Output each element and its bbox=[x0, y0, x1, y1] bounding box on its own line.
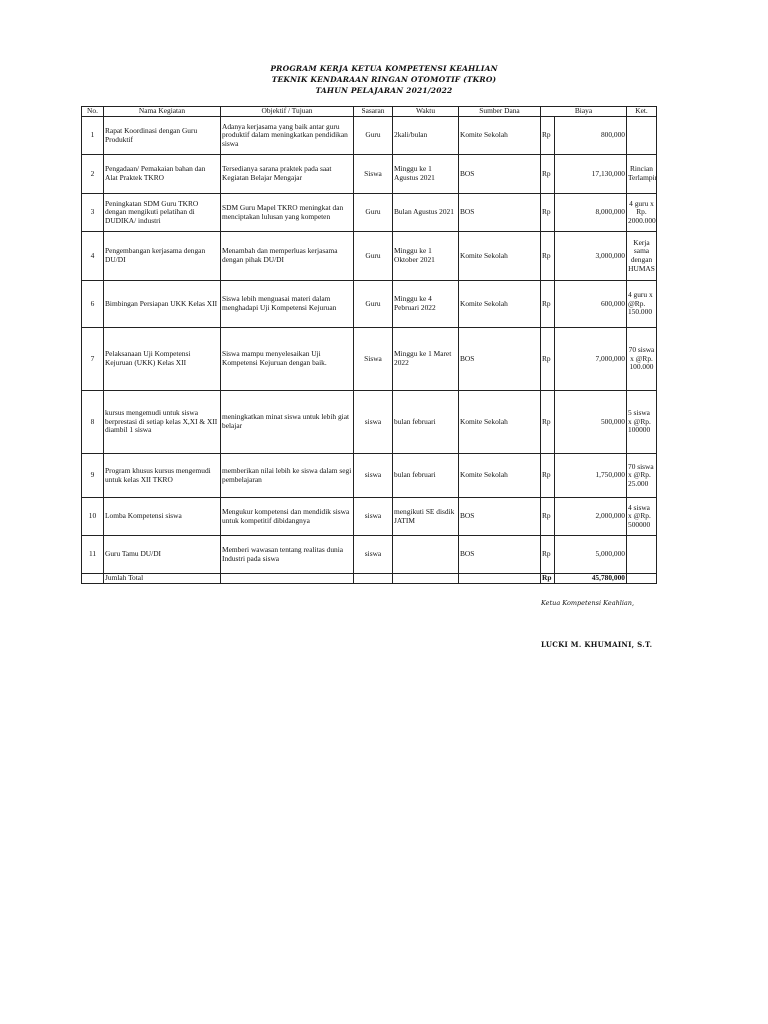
cell-waktu: mengikuti SE disdik JATIM bbox=[393, 498, 459, 536]
cell-ket: Kerja sama dengan HUMAS bbox=[627, 232, 657, 281]
cell-nama: kursus mengemudi untuk siswa berprestasi di setiap kelas X,XI & XII diambil 1 siswa bbox=[104, 391, 221, 454]
cell-rp: Rp bbox=[541, 391, 555, 454]
total-rp: Rp bbox=[541, 574, 555, 584]
cell-ket: 4 guru x Rp. 2000.000 bbox=[627, 194, 657, 232]
cell-tujuan: Adanya kerjasama yang baik antar guru produktif dalam meningkatkan pendidikan siswa bbox=[221, 117, 354, 155]
cell-rp: Rp bbox=[541, 328, 555, 391]
cell-biaya: 17,130,000 bbox=[555, 155, 627, 194]
cell-biaya: 600,000 bbox=[555, 281, 627, 328]
cell-waktu: Minggu ke 1 Agustus 2021 bbox=[393, 155, 459, 194]
cell-waktu: bulan februari bbox=[393, 454, 459, 498]
cell-sasaran: siswa bbox=[354, 454, 393, 498]
cell-waktu: Bulan Agustus 2021 bbox=[393, 194, 459, 232]
cell-sasaran: Guru bbox=[354, 117, 393, 155]
cell-nama: Guru Tamu DU/DI bbox=[104, 536, 221, 574]
table-header-row bbox=[82, 107, 657, 117]
cell-sasaran: Guru bbox=[354, 281, 393, 328]
cell-nama: Pengadaan/ Pemakaian bahan dan Alat Praktek TKRO bbox=[104, 155, 221, 194]
cell-nama: Lomba Kompetensi siswa bbox=[104, 498, 221, 536]
cell-biaya: 500,000 bbox=[555, 391, 627, 454]
cell-waktu bbox=[393, 536, 459, 574]
cell-ket: 4 siswa x @Rp. 500000 bbox=[627, 498, 657, 536]
cell-biaya: 3,000,000 bbox=[555, 232, 627, 281]
title-line-3: TAHUN PELAJARAN 2021/2022 bbox=[315, 86, 453, 95]
cell-nama: Pengembangan kerjasama dengan DU/DI bbox=[104, 232, 221, 281]
table-row bbox=[82, 281, 657, 328]
col-header-ket: Ket. bbox=[627, 107, 657, 117]
cell-sasaran: siswa bbox=[354, 536, 393, 574]
cell-no: 8 bbox=[82, 391, 104, 454]
cell-sasaran: siswa bbox=[354, 498, 393, 536]
cell-no: 2 bbox=[82, 155, 104, 194]
cell-nama: Bimbingan Persiapan UKK Kelas XII bbox=[104, 281, 221, 328]
cell-waktu: bulan februari bbox=[393, 391, 459, 454]
cell-tujuan: Menambah dan memperluas kerjasama dengan pihak DU/DI bbox=[221, 232, 354, 281]
cell-nama: Rapat Koordinasi dengan Guru Produktif bbox=[104, 117, 221, 155]
cell-dana: BOS bbox=[459, 328, 541, 391]
cell-nama: Pelaksanaan Uji Kompetensi Kejuruan (UKK) Kelas XII bbox=[104, 328, 221, 391]
cell-ket: Rincian Terlampir bbox=[627, 155, 657, 194]
cell-no: 11 bbox=[82, 536, 104, 574]
col-header-tujuan: Objektif / Tujuan bbox=[221, 107, 354, 117]
col-header-nama: Nama Kegiatan bbox=[104, 107, 221, 117]
cell-tujuan: memberikan nilai lebih ke siswa dalam segi pembelajaran bbox=[221, 454, 354, 498]
cell-ket: 70 siswa x @Rp. 25.000 bbox=[627, 454, 657, 498]
cell-rp: Rp bbox=[541, 536, 555, 574]
cell-ket: 4 guru x @Rp. 150.000 bbox=[627, 281, 657, 328]
cell-sasaran: siswa bbox=[354, 391, 393, 454]
table-row bbox=[82, 232, 657, 281]
cell-no: 6 bbox=[82, 281, 104, 328]
cell-biaya: 7,000,000 bbox=[555, 328, 627, 391]
cell-biaya: 2,000,000 bbox=[555, 498, 627, 536]
table-row bbox=[82, 391, 657, 454]
program-table bbox=[81, 106, 657, 584]
total-value: 45,780,000 bbox=[555, 574, 627, 584]
total-row bbox=[82, 574, 657, 584]
cell-rp: Rp bbox=[541, 117, 555, 155]
cell-dana: BOS bbox=[459, 498, 541, 536]
cell-no: 4 bbox=[82, 232, 104, 281]
cell-rp: Rp bbox=[541, 454, 555, 498]
table-row bbox=[82, 194, 657, 232]
signature-role: Ketua Kompetensi Keahlian, bbox=[541, 599, 635, 607]
cell-biaya: 5,000,000 bbox=[555, 536, 627, 574]
cell-sasaran: Siswa bbox=[354, 328, 393, 391]
title-line-2: TEKNIK KENDARAAN RINGAN OTOMOTIF (TKRO) bbox=[271, 75, 497, 84]
cell-rp: Rp bbox=[541, 498, 555, 536]
cell-tujuan: Tersedianya sarana praktek pada saat Kegiatan Belajar Mengajar bbox=[221, 155, 354, 194]
cell-biaya: 8,000,000 bbox=[555, 194, 627, 232]
cell-dana: BOS bbox=[459, 155, 541, 194]
table-row bbox=[82, 498, 657, 536]
table-row bbox=[82, 454, 657, 498]
cell-tujuan: Siswa lebih menguasai materi dalam menghadapi Uji Kompetensi Kejuruan bbox=[221, 281, 354, 328]
cell-dana: Komite Sekolah bbox=[459, 391, 541, 454]
document-header bbox=[0, 63, 768, 96]
cell-waktu: Minggu ke 4 Pebruari 2022 bbox=[393, 281, 459, 328]
cell-nama: Program khusus kursus mengemudi untuk kelas XII TKRO bbox=[104, 454, 221, 498]
cell-rp: Rp bbox=[541, 194, 555, 232]
cell-nama: Peningkatan SDM Guru TKRO dengan mengikuti pelatihan di DUDIKA/ industri bbox=[104, 194, 221, 232]
cell-ket bbox=[627, 117, 657, 155]
table-row bbox=[82, 328, 657, 391]
cell-biaya: 800,000 bbox=[555, 117, 627, 155]
cell-ket: 5 siswa x @Rp. 100000 bbox=[627, 391, 657, 454]
table-row bbox=[82, 117, 657, 155]
cell-sasaran: Guru bbox=[354, 194, 393, 232]
table-row bbox=[82, 536, 657, 574]
title-line-1: PROGRAM KERJA KETUA KOMPETENSI KEAHLIAN bbox=[270, 64, 498, 73]
cell-no: 9 bbox=[82, 454, 104, 498]
cell-biaya: 1,750,000 bbox=[555, 454, 627, 498]
col-header-sasaran: Sasaran bbox=[354, 107, 393, 117]
cell-rp: Rp bbox=[541, 232, 555, 281]
cell-waktu: 2kali/bulan bbox=[393, 117, 459, 155]
cell-dana: BOS bbox=[459, 194, 541, 232]
cell-no: 1 bbox=[82, 117, 104, 155]
table-row bbox=[82, 155, 657, 194]
cell-dana: Komite Sekolah bbox=[459, 454, 541, 498]
col-header-no: No. bbox=[82, 107, 104, 117]
cell-dana: Komite Sekolah bbox=[459, 117, 541, 155]
cell-sasaran: Guru bbox=[354, 232, 393, 281]
cell-waktu: Minggu ke 1 Oktober 2021 bbox=[393, 232, 459, 281]
cell-no: 7 bbox=[82, 328, 104, 391]
cell-ket bbox=[627, 536, 657, 574]
signature-name: LUCKI M. KHUMAINI, S.T. bbox=[541, 640, 653, 649]
col-header-waktu: Waktu bbox=[393, 107, 459, 117]
cell-waktu: Minggu ke 1 Maret 2022 bbox=[393, 328, 459, 391]
cell-rp: Rp bbox=[541, 281, 555, 328]
cell-tujuan: Siswa mampu menyelesaikan Uji Kompetensi Kejuruan dengan baik. bbox=[221, 328, 354, 391]
cell-no: 10 bbox=[82, 498, 104, 536]
cell-ket: 70 siswa x @Rp. 100.000 bbox=[627, 328, 657, 391]
cell-dana: BOS bbox=[459, 536, 541, 574]
cell-sasaran: Siswa bbox=[354, 155, 393, 194]
col-header-biaya: Biaya bbox=[541, 107, 627, 117]
cell-dana: Komite Sekolah bbox=[459, 281, 541, 328]
cell-rp: Rp bbox=[541, 155, 555, 194]
cell-tujuan: meningkatkan minat siswa untuk lebih giat belajar bbox=[221, 391, 354, 454]
cell-tujuan: Mengukur kompetensi dan mendidik siswa untuk kompetitif dibidangnya bbox=[221, 498, 354, 536]
total-label: Jumlah Total bbox=[104, 574, 221, 584]
cell-tujuan: SDM Guru Mapel TKRO meningkat dan menciptakan lulusan yang kompeten bbox=[221, 194, 354, 232]
cell-no: 3 bbox=[82, 194, 104, 232]
cell-dana: Komite Sekolah bbox=[459, 232, 541, 281]
col-header-dana: Sumber Dana bbox=[459, 107, 541, 117]
cell-tujuan: Memberi wawasan tentang realitas dunia Industri pada siswa bbox=[221, 536, 354, 574]
